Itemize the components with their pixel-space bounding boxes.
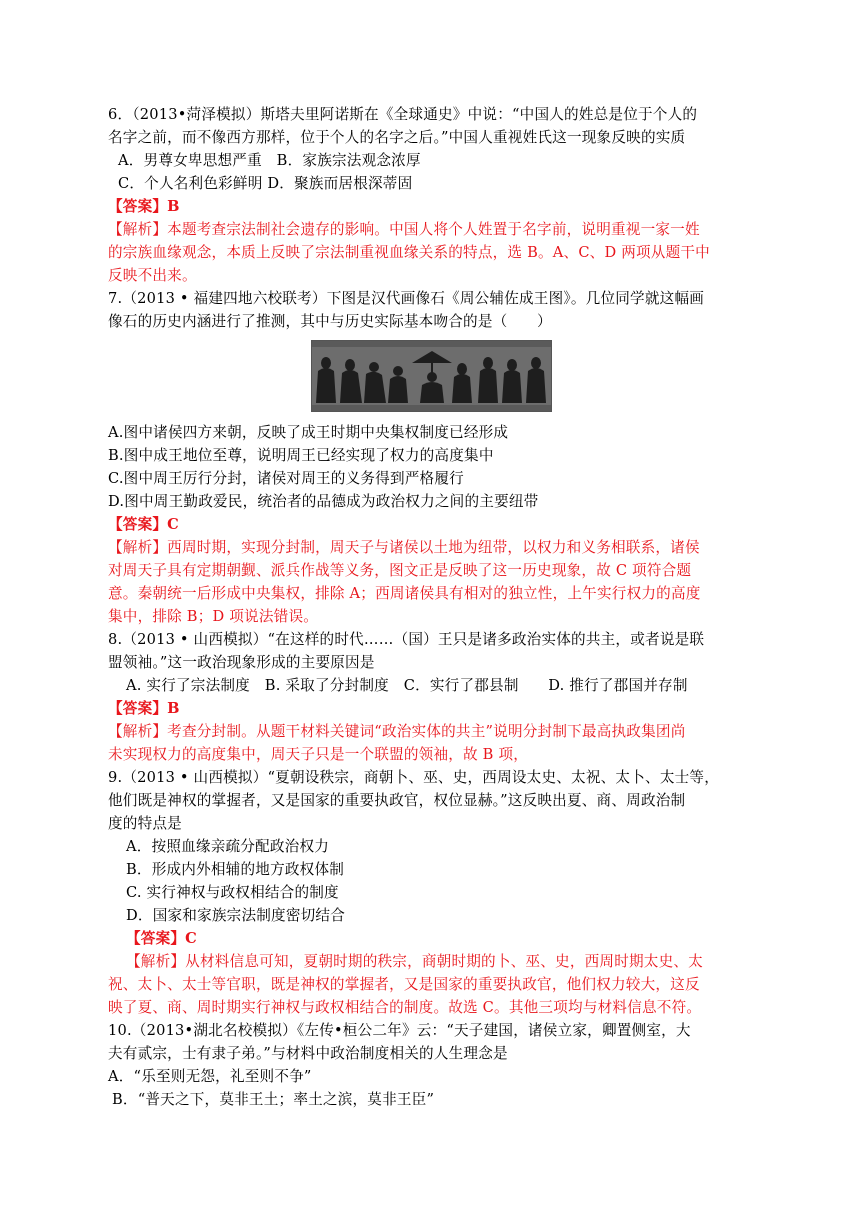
q7-analysis-line-3: 意。秦朝统一后形成中央集权，排除 A；西周诸侯具有相对的独立性，上午实行权力的高度 xyxy=(108,585,701,602)
q8-stem-line-1: 8.（2013 • 山西模拟）“在这样的时代……（国）王只是诸多政治实体的共主，或者说是联 xyxy=(108,631,705,648)
q10-option-b: B．“普天之下，莫非王土；率土之滨，莫非王臣” xyxy=(112,1091,435,1108)
stone-relief-image xyxy=(311,340,552,412)
q6-analysis-line-2: 的宗族血缘观念，本质上反映了宗法制重视血缘关系的特点，选 B。A、C、D 两项从题干中 xyxy=(108,244,710,261)
q7-stem-line-1: 7.（2013 • 福建四地六校联考）下图是汉代画像石《周公辅佐成王图》。几位同学就这幅画 xyxy=(108,290,705,307)
q9-analysis-line-1: 【解析】从材料信息可知，夏朝时期的秩宗，商朝时期的卜、巫、史，西周时期太史、太 xyxy=(126,953,703,970)
q6-analysis-line-3: 反映不出来。 xyxy=(108,267,197,284)
q9-stem-line-1: 9.（2013 • 山西模拟）“夏朝设秩宗，商朝卜、巫、史，西周设太史、太祝、太卜、太士等， xyxy=(108,769,719,786)
q8-answer: 【答案】B xyxy=(108,700,180,717)
q7-option-b: B.图中成王地位至尊，说明周王已经实现了权力的高度集中 xyxy=(108,447,494,464)
q7-option-c: C.图中周王厉行分封，诸侯对周王的义务得到严格履行 xyxy=(108,470,464,487)
q7-option-a: A.图中诸侯四方来朝，反映了成王时期中央集权制度已经形成 xyxy=(108,424,509,441)
q9-option-d: D．国家和家族宗法制度密切结合 xyxy=(126,907,346,924)
q9-option-c: C. 实行神权与政权相结合的制度 xyxy=(126,884,339,901)
q6-options-cd: C．个人名利色彩鲜明 D．聚族而居根深蒂固 xyxy=(118,175,413,192)
q6-answer: 【答案】B xyxy=(108,198,180,215)
q8-stem-line-2: 盟领袖。”这一政治现象形成的主要原因是 xyxy=(108,654,375,671)
q7-analysis-line-4: 集中，排除 B；D 项说法错误。 xyxy=(108,608,319,625)
q8-analysis-line-1: 【解析】考查分封制。从题干材料关键词“政治实体的共主”说明分封制下最高执政集团尚 xyxy=(108,723,686,740)
q8-options: A. 实行了宗法制度 B. 采取了分封制度 C．实行了郡县制 D. 推行了郡国并存制 xyxy=(126,677,688,694)
q7-analysis-line-1: 【解析】西周时期，实现分封制，周天子与诸侯以土地为纽带，以权力和义务相联系，诸侯 xyxy=(108,539,700,556)
q6-stem-line-1: 6．（2013•菏泽模拟）斯塔夫里阿诺斯在《全球通史》中说：“中国人的姓总是位于个人的 xyxy=(108,106,698,123)
q10-stem-line-2: 夫有贰宗，士有隶子弟。”与材料中政治制度相关的人生理念是 xyxy=(108,1045,508,1062)
q9-answer: 【答案】C xyxy=(126,930,197,947)
q10-option-a: A．“乐至则无怨，礼至则不争” xyxy=(108,1068,312,1085)
q9-analysis-line-3: 映了夏、商、周时期实行神权与政权相结合的制度。故选 C。其他三项均与材料信息不符。 xyxy=(108,999,702,1016)
q9-analysis-line-2: 祝、太卜、太士等官职，既是神权的掌握者，又是国家的重要执政官，他们权力较大，这反 xyxy=(108,976,700,993)
q7-analysis-line-2: 对周天子具有定期朝觐、派兵作战等义务，图文正是反映了这一历史现象，故 C 项符合题 xyxy=(108,562,692,579)
q9-stem-line-3: 度的特点是 xyxy=(108,815,182,832)
q7-answer: 【答案】C xyxy=(108,516,179,533)
q7-stem-line-2: 像石的历史内涵进行了推测，其中与历史实际基本吻合的是（ ） xyxy=(108,313,552,330)
q10-stem-line-1: 10.（2013•湖北名校模拟）《左传•桓公二年》云：“天子建国，诸侯立家，卿置侧室，大 xyxy=(108,1022,691,1039)
q6-analysis-line-1: 【解析】本题考查宗法制社会遗存的影响。中国人将个人姓置于名字前，说明重视一家一姓 xyxy=(108,221,700,238)
q9-stem-line-2: 他们既是神权的掌握者，又是国家的重要执政官，权位显赫。”这反映出夏、商、周政治制 xyxy=(108,792,686,809)
q9-option-b: B．形成内外相辅的地方政权体制 xyxy=(126,861,345,878)
stone-relief-figures xyxy=(312,341,551,411)
q6-options-ab: A．男尊女卑思想严重 B．家族宗法观念浓厚 xyxy=(118,152,421,169)
q7-option-d: D.图中周王勤政爱民，统治者的品德成为政治权力之间的主要纽带 xyxy=(108,493,539,510)
q6-stem-line-2: 名字之前，而不像西方那样，位于个人的名字之后。”中国人重视姓氏这一现象反映的实质 xyxy=(108,129,686,146)
q9-option-a: A．按照血缘亲疏分配政治权力 xyxy=(126,838,330,855)
q8-analysis-line-2: 未实现权力的高度集中，周天子只是一个联盟的领袖，故 B 项， xyxy=(108,746,529,763)
